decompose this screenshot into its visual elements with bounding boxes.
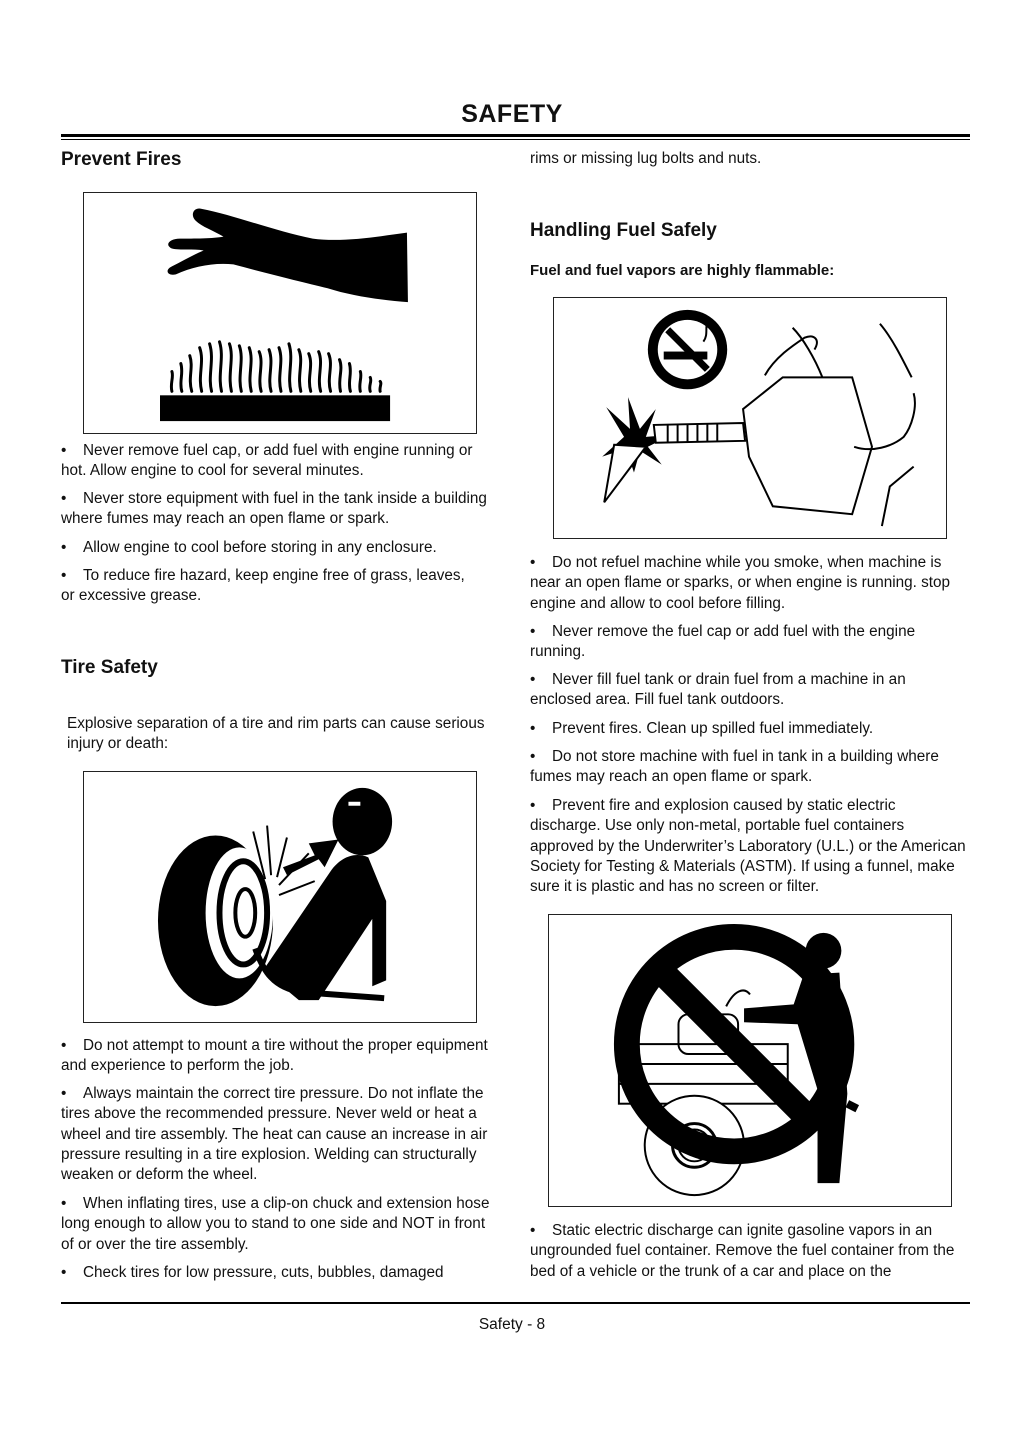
prevent-fires-heading: Prevent Fires [61,149,182,170]
tire-safety-bullet-4: • Check tires for low pressure, cuts, bubbles, damaged [61,1263,499,1283]
tire-explosion-illustration [83,771,477,1023]
no-smoking-refuel-illustration [553,297,947,539]
fuel-bullet-6: • Prevent fire and explosion caused by static electric discharge. Use only non-metal, portable fuel containers approved by the Underwriter’s Laboratory (U.L.) or the American Society for Testing & Materials (ASTM). If using a funnel, make sure it is plastic and has no screen or filter. [530,797,966,896]
no-refuel-in-vehicle-icon [549,915,951,1206]
fuel-flammable-subheading: Fuel and fuel vapors are highly flammable: [530,262,835,279]
tire-safety-bullet-2: • Always maintain the correct tire pressure. Do not inflate the tires above the recommended pressure. Never weld or heat a wheel and tire assembly. The heat can cause an increase in air pressure resulting in a tire explosion. Welding can structurally weaken or deform the wheel. [61,1085,488,1184]
bullet-dot: • [61,442,67,459]
header-rule-thick [61,134,970,137]
fuel-bullet-4: • Prevent fires. Clean up spilled fuel immediately. [530,719,970,739]
handling-fuel-heading: Handling Fuel Safely [530,220,717,241]
bullet-dot: • [530,554,536,571]
prevent-fires-bullet-1: • Never remove fuel cap, or add fuel with engine running or hot. Allow engine to cool for several minutes. [61,442,473,480]
bullet-dot: • [61,539,67,556]
footer-rule [61,1302,970,1304]
page-title: SAFETY [461,100,563,128]
fuel-bullet-1: • Do not refuel machine while you smoke, when machine is near an open flame or sparks, or when engine is running. stop engine and allow to cool before filling. [530,554,951,612]
bullet-dot: • [61,490,67,507]
no-smoking-icon [554,298,946,538]
bullet-dot: • [61,567,67,584]
bullet-dot: • [530,671,536,688]
tire-safety-bullet-3: • When inflating tires, use a clip-on chuck and extension hose long enough to allow you to stand to one side and NOT in front of or over the tire assembly. [61,1195,490,1253]
bullet-dot: • [530,797,536,814]
tire-safety-continuation: rims or missing lug bolts and nuts. [530,150,762,167]
prevent-fires-bullet-3: • Allow engine to cool before storing in any enclosure. [61,538,499,558]
tire-safety-intro: Explosive separation of a tire and rim parts can cause serious injury or death: [67,715,485,753]
bullet-dot: • [61,1037,67,1054]
bullet-dot: • [530,1222,536,1239]
tire-blast-icon [84,772,476,1022]
hand-flame-icon [84,193,476,433]
bullet-dot: • [530,623,536,640]
tire-safety-heading: Tire Safety [61,657,158,678]
fuel-bullet-5: • Do not store machine with fuel in tank in a building where fumes may reach an open flame or spark. [530,748,939,786]
bullet-dot: • [61,1195,67,1212]
hand-over-flame-illustration [83,192,477,434]
prevent-fires-bullet-2: • Never store equipment with fuel in the tank inside a building where fumes may reach an open flame or spark. [61,490,487,528]
fuel-bullet-2: • Never remove the fuel cap or add fuel with the engine running. [530,623,916,661]
page-number: Safety - 8 [478,1316,546,1333]
header-rule-thin [61,139,970,140]
static-discharge-prohibited-illustration [548,914,952,1207]
bullet-dot: • [530,748,536,765]
bullet-dot: • [61,1085,67,1102]
prevent-fires-bullet-4: • To reduce fire hazard, keep engine free of grass, leaves, or excessive grease. [61,567,465,605]
tire-safety-bullet-1: • Do not attempt to mount a tire without the proper equipment and experience to perform the job. [61,1037,488,1075]
fuel-bullet-7: • Static electric discharge can ignite gasoline vapors in an ungrounded fuel container. Remove the fuel container from the bed of a vehicle or the trunk of a car and place on the [530,1222,955,1280]
bullet-dot: • [61,1264,67,1281]
fuel-bullet-3: • Never fill fuel tank or drain fuel from a machine in an enclosed area. Fill fuel tank outdoors. [530,671,906,709]
bullet-dot: • [530,720,536,737]
